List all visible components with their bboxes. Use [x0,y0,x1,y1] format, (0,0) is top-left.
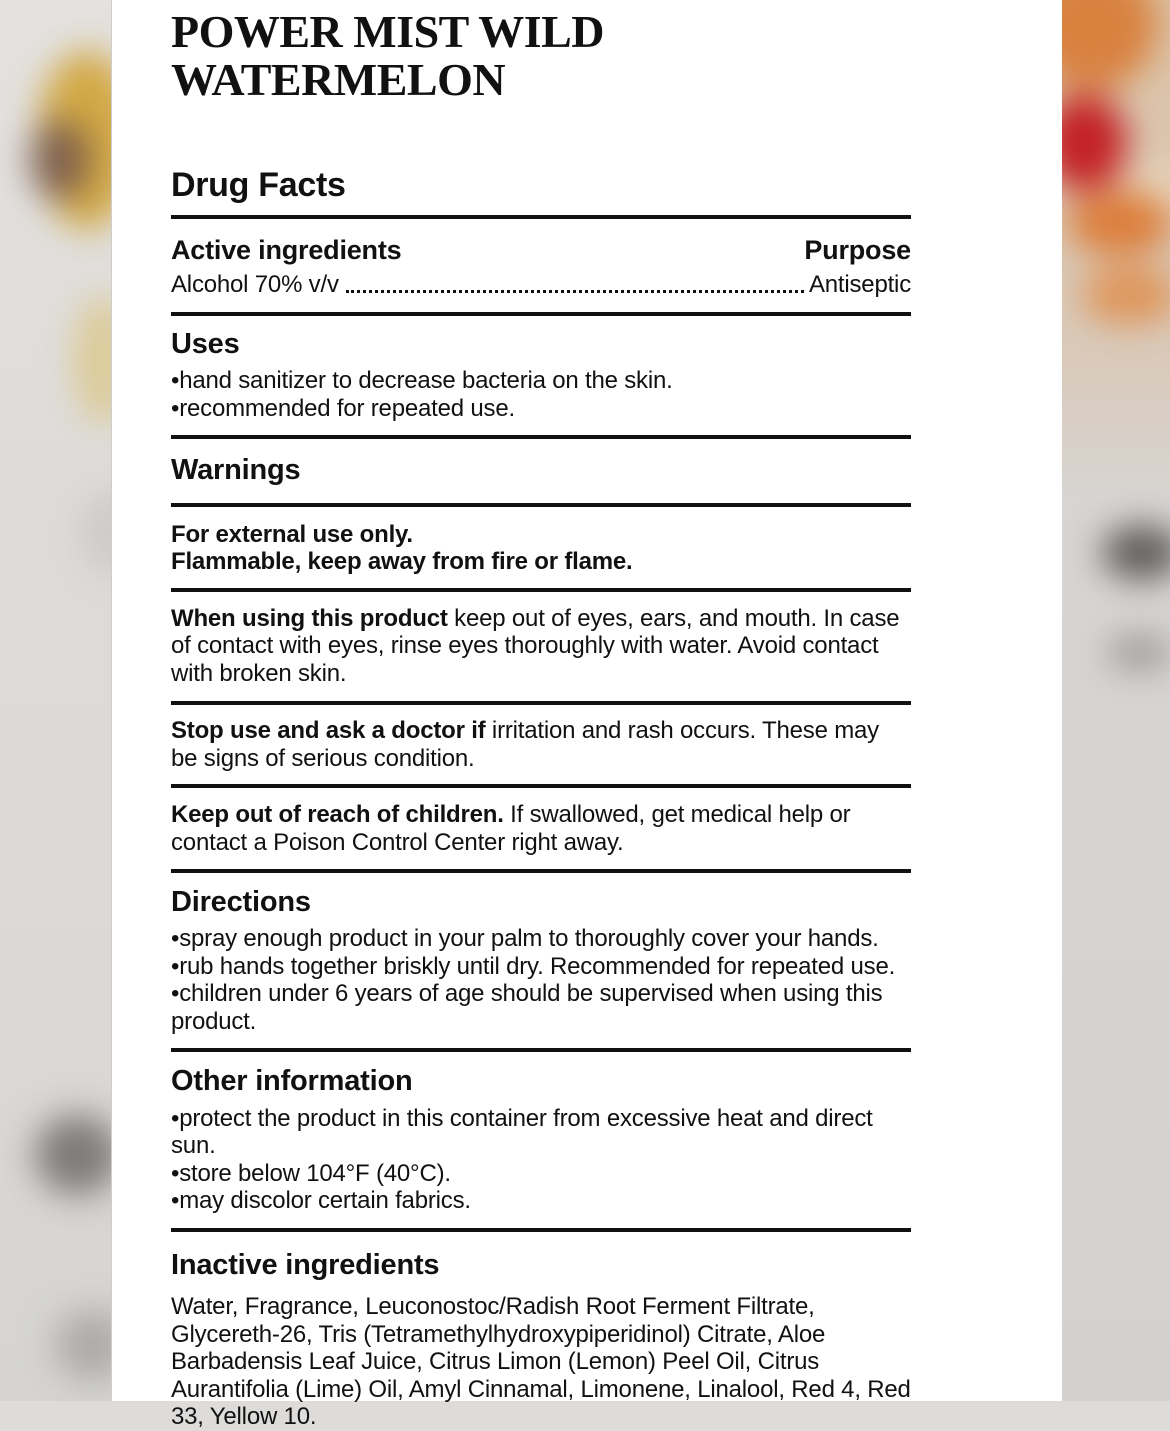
drug-facts-label-panel [111,0,1062,1431]
other-information-item: • store below 104°F (40°C). [171,1160,911,1188]
blurred-yellow-streak [73,295,111,425]
warning-keep-out [171,801,911,856]
section-rule [171,1048,911,1052]
uses-heading: Uses [171,327,240,360]
section-rule [171,1228,911,1232]
active-ingredients-header-row [171,235,911,266]
blurred-label-text-smudge [1102,525,1170,580]
blurred-gray-smudge [80,490,111,575]
warning-flammable: Flammable, keep away from fire or flame. [171,548,633,576]
blurred-label-text-smudge [35,1115,111,1195]
warning-external-use: For external use only. [171,520,413,548]
inactive-ingredients-heading: Inactive ingredients [171,1248,440,1281]
left-blur-blobs [0,0,111,1401]
warning-stop-use-lead: Stop use and ask a doctor if [171,717,486,745]
section-rule [171,701,911,705]
section-rule [171,784,911,788]
section-rule [171,588,911,592]
warning-stop-use [171,717,911,772]
directions-item: • children under 6 years of age should be supervised when using this product. [171,980,911,1035]
section-rule [171,215,911,219]
section-rule [171,312,911,316]
warning-keep-out-lead: Keep out of reach of children. [171,801,504,829]
directions-heading: Directions [171,886,311,919]
directions-item: • spray enough product in your palm to thoroughly cover your hands. [171,925,911,953]
blurred-brown-cap-blob [30,120,90,200]
dotted-leader [346,290,804,293]
active-ingredients-heading: Active ingredients [171,234,402,265]
blurred-gray-smudge [1107,635,1170,670]
other-information-item: • protect the product in this container from excessive heat and direct sun. [171,1105,911,1160]
blurred-red-blob [1062,95,1127,190]
warning-keep-out-text: If swallowed, get medical help or contact a Poison Control Center right away. [171,801,851,856]
right-blur-blobs [1062,0,1170,1401]
uses-item: • hand sanitizer to decrease bacteria on the skin. [171,367,911,395]
label-content [171,8,911,1431]
warning-when-using-lead: When using this product [171,604,448,632]
active-ingredient-row [171,271,911,299]
product-title: POWER MIST WILD WATERMELON [171,6,605,105]
uses-list [171,367,911,422]
warning-when-using [171,605,911,688]
other-information-heading: Other information [171,1065,413,1098]
inactive-ingredients-text: Water, Fragrance, Leuconostoc/Radish Root Ferment Filtrate, Glycereth-26, Tris (Tetramethylhydroxypiperidinol) Citrate, Aloe Barbadensis Leaf Juice, Citrus Limon (Lemon) Peel Oil, Citrus Aurantifolia (Lime) Oil, Amyl Cinnamal, Limonene, Linalool, Red 4, Red 33, Yellow 10. [171,1293,911,1431]
active-ingredient-name: Alcohol 70% v/v [171,270,339,298]
blurred-orange-streak [1067,190,1170,255]
directions-list [171,925,911,1035]
blurred-gray-smudge [55,1310,111,1380]
warnings-heading: Warnings [171,454,301,487]
blurred-orange-blob [1062,0,1157,90]
active-ingredient-purpose: Antiseptic [808,270,911,298]
drug-facts-heading: Drug Facts [171,165,346,204]
directions-item: • rub hands together briskly until dry. Recommended for repeated use. [171,953,911,981]
warning-when-using-text: keep out of eyes, ears, and mouth. In case of contact with eyes, rinse eyes thoroughly with water. Avoid contact with broken skin. [171,604,900,687]
other-information-list [171,1105,911,1215]
right-blurred-photo-strip [1062,0,1170,1401]
uses-item: • recommended for repeated use. [171,395,911,423]
section-rule [171,503,911,507]
section-rule [171,869,911,873]
left-blurred-photo-strip [0,0,111,1401]
blurred-orange-streak [1082,265,1170,325]
purpose-heading: Purpose [804,234,911,265]
warning-stop-use-text: irritation and rash occurs. These may be signs of serious condition. [171,717,879,772]
section-rule [171,435,911,439]
other-information-item: • may discolor certain fabrics. [171,1187,911,1215]
